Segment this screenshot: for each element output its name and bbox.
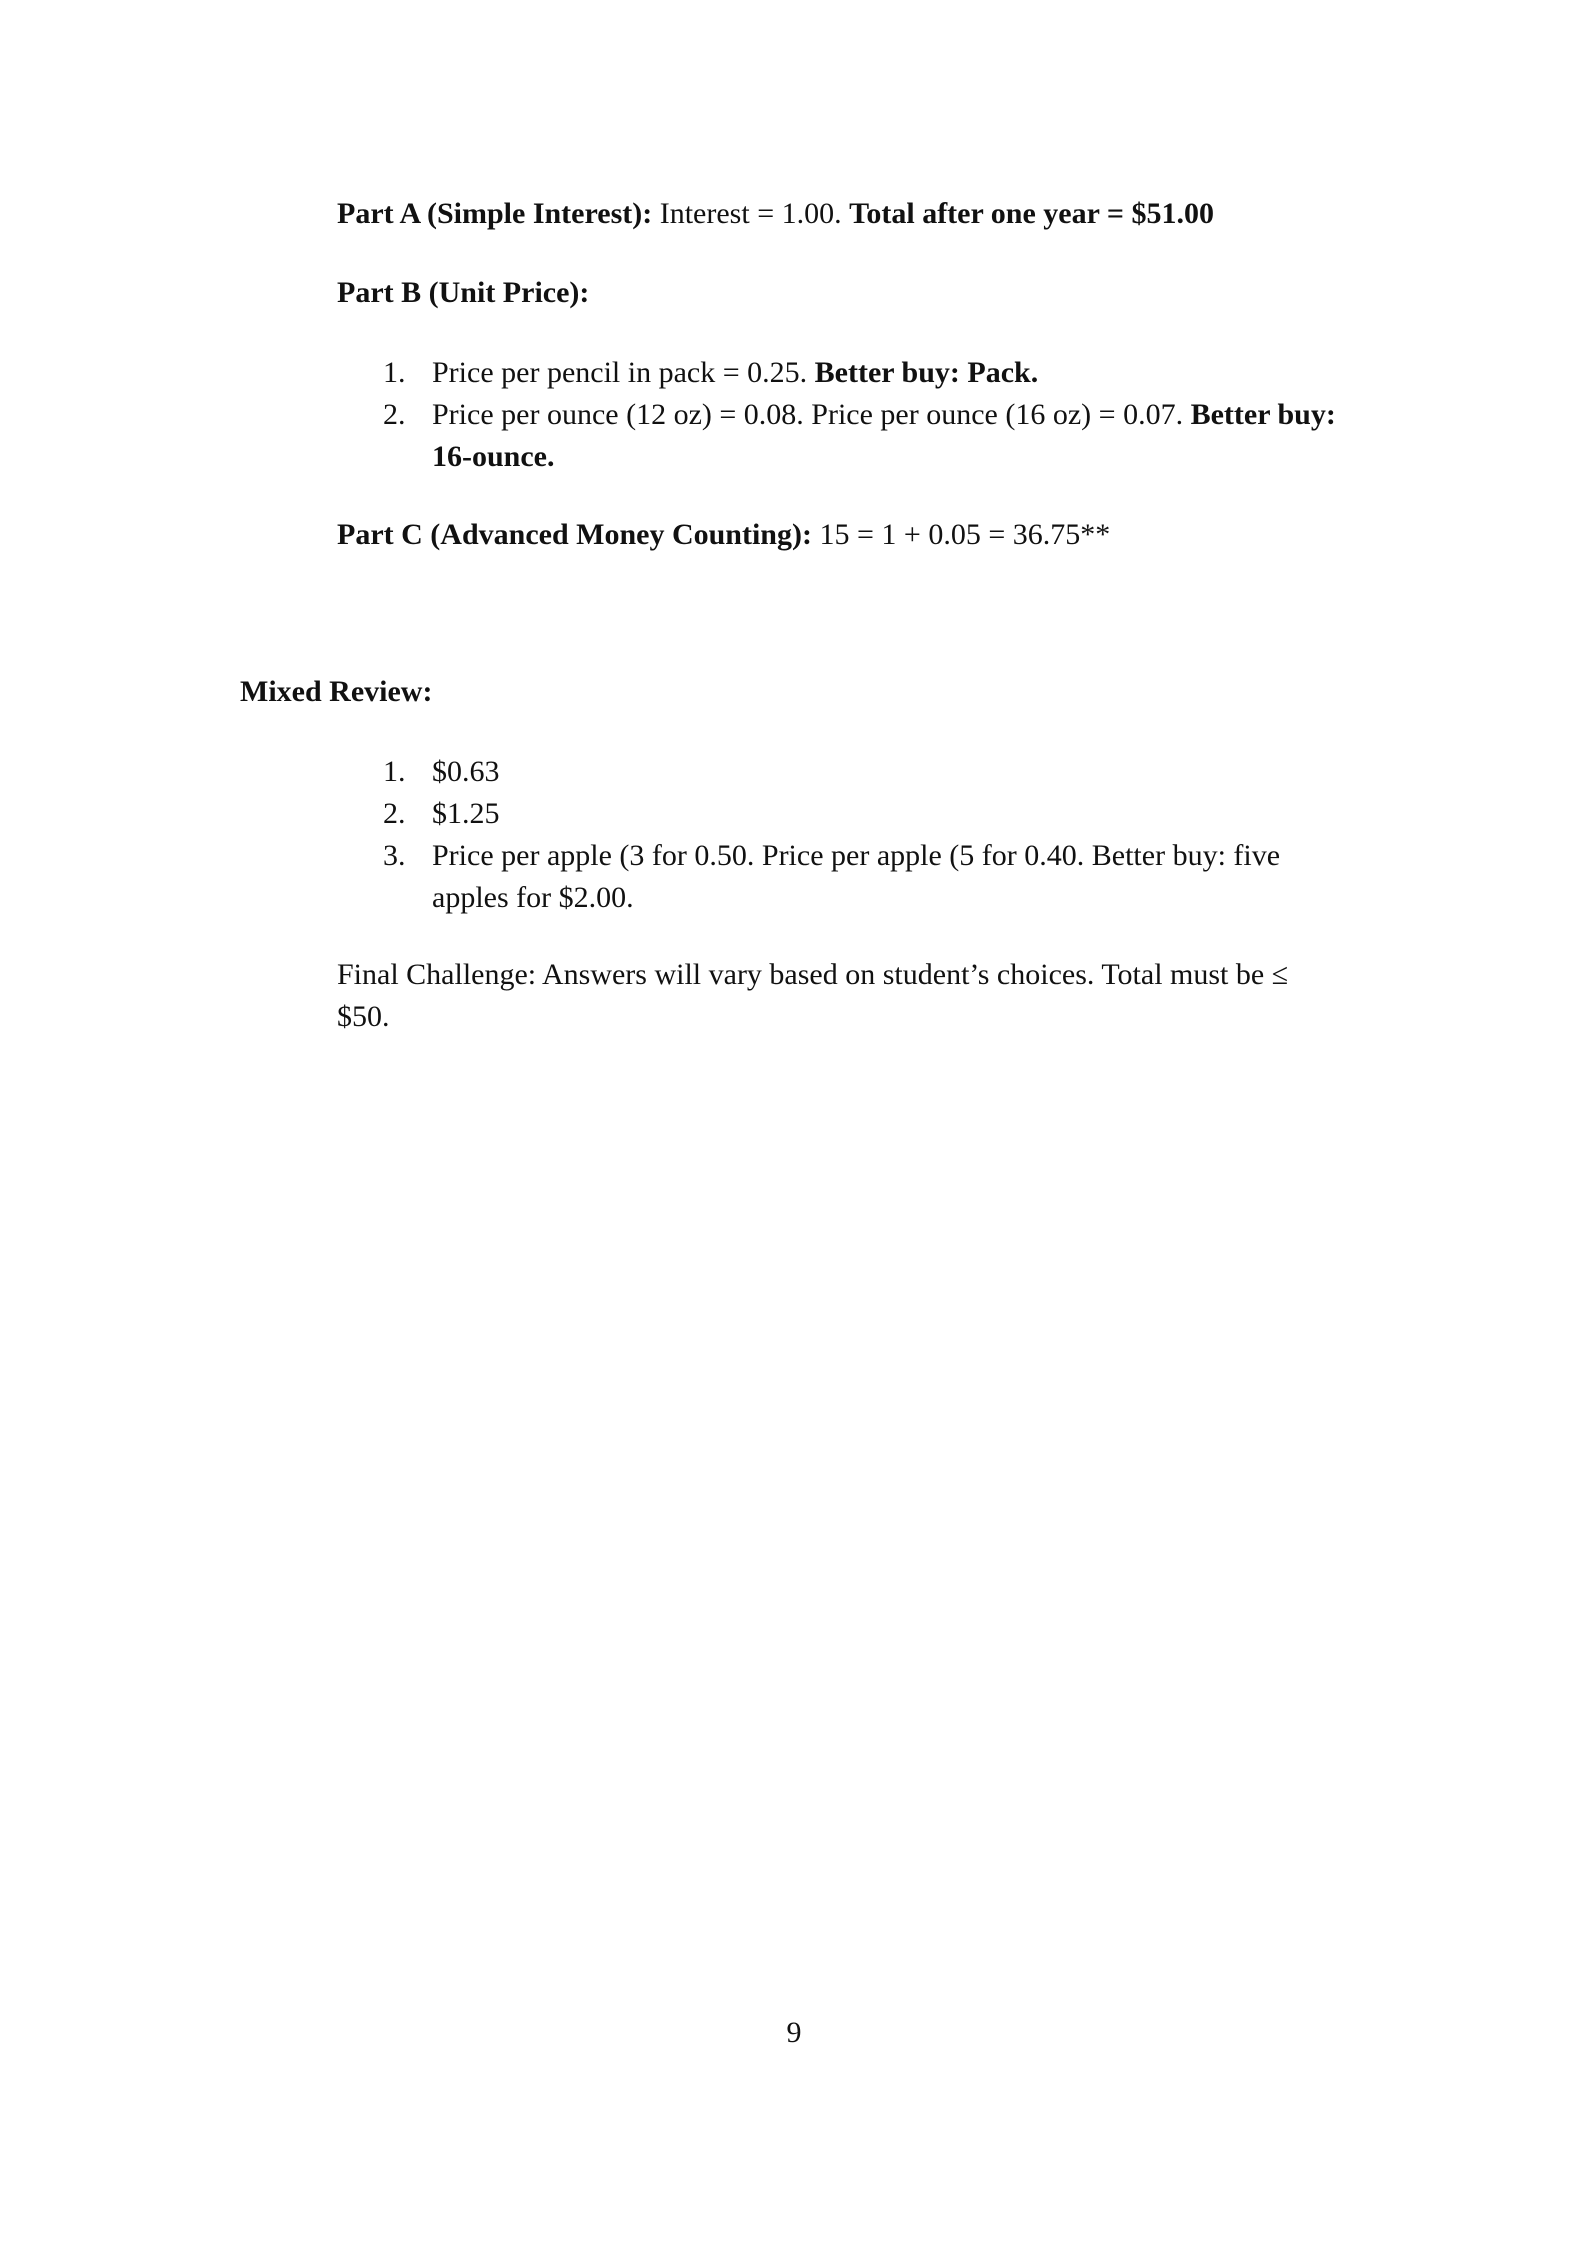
list-item-text: Price per pencil in pack = 0.25. [432,356,815,389]
part-b-heading [337,272,1347,314]
list-number: 1. [383,755,406,788]
list-item [383,835,1348,919]
list-number: 3. [383,839,406,872]
mixed-review-list [383,751,1348,919]
list-number: 2. [383,398,406,431]
part-a-paragraph [337,193,1347,235]
part-a-heading: Part A (Simple Interest): [337,197,653,230]
mixed-review-heading [240,671,432,713]
list-item-text: Price per ounce (12 oz) = 0.08. Price per ounce (16 oz) = 0.07. [432,398,1191,431]
list-item-text: $1.25 [432,797,500,830]
list-number: 2. [383,797,406,830]
part-a-result: Total after one year = $51.00 [849,197,1214,230]
part-b-heading-text: Part B (Unit Price): [337,276,590,309]
final-challenge-text: Final Challenge: Answers will vary based on student’s choices. Total must be ≤ $50. [337,958,1289,1033]
part-c-heading: Part C (Advanced Money Counting): [337,518,812,551]
part-b-list [383,352,1348,478]
mixed-review-heading-text: Mixed Review: [240,675,433,708]
list-item [383,352,1348,394]
list-item-text: Price per apple (3 for 0.50. Price per apple (5 for 0.40. Better buy: five apples for $2.00. [432,839,1281,914]
list-item [383,751,1348,793]
list-number: 1. [383,356,406,389]
part-a-text: Interest = 1.00. [652,197,850,230]
list-item-bold: Better buy: 16-ounce. [432,398,1336,473]
final-challenge-paragraph [337,954,1347,1038]
part-c-text: 15 = 1 + 0.05 = 36.75** [811,518,1111,551]
list-item [383,793,1348,835]
list-item-text: $0.63 [432,755,500,788]
list-item [383,394,1348,478]
part-c-paragraph [337,514,1347,556]
page-number: 9 [786,2016,802,2049]
list-item-bold: Better buy: Pack. [814,356,1039,389]
